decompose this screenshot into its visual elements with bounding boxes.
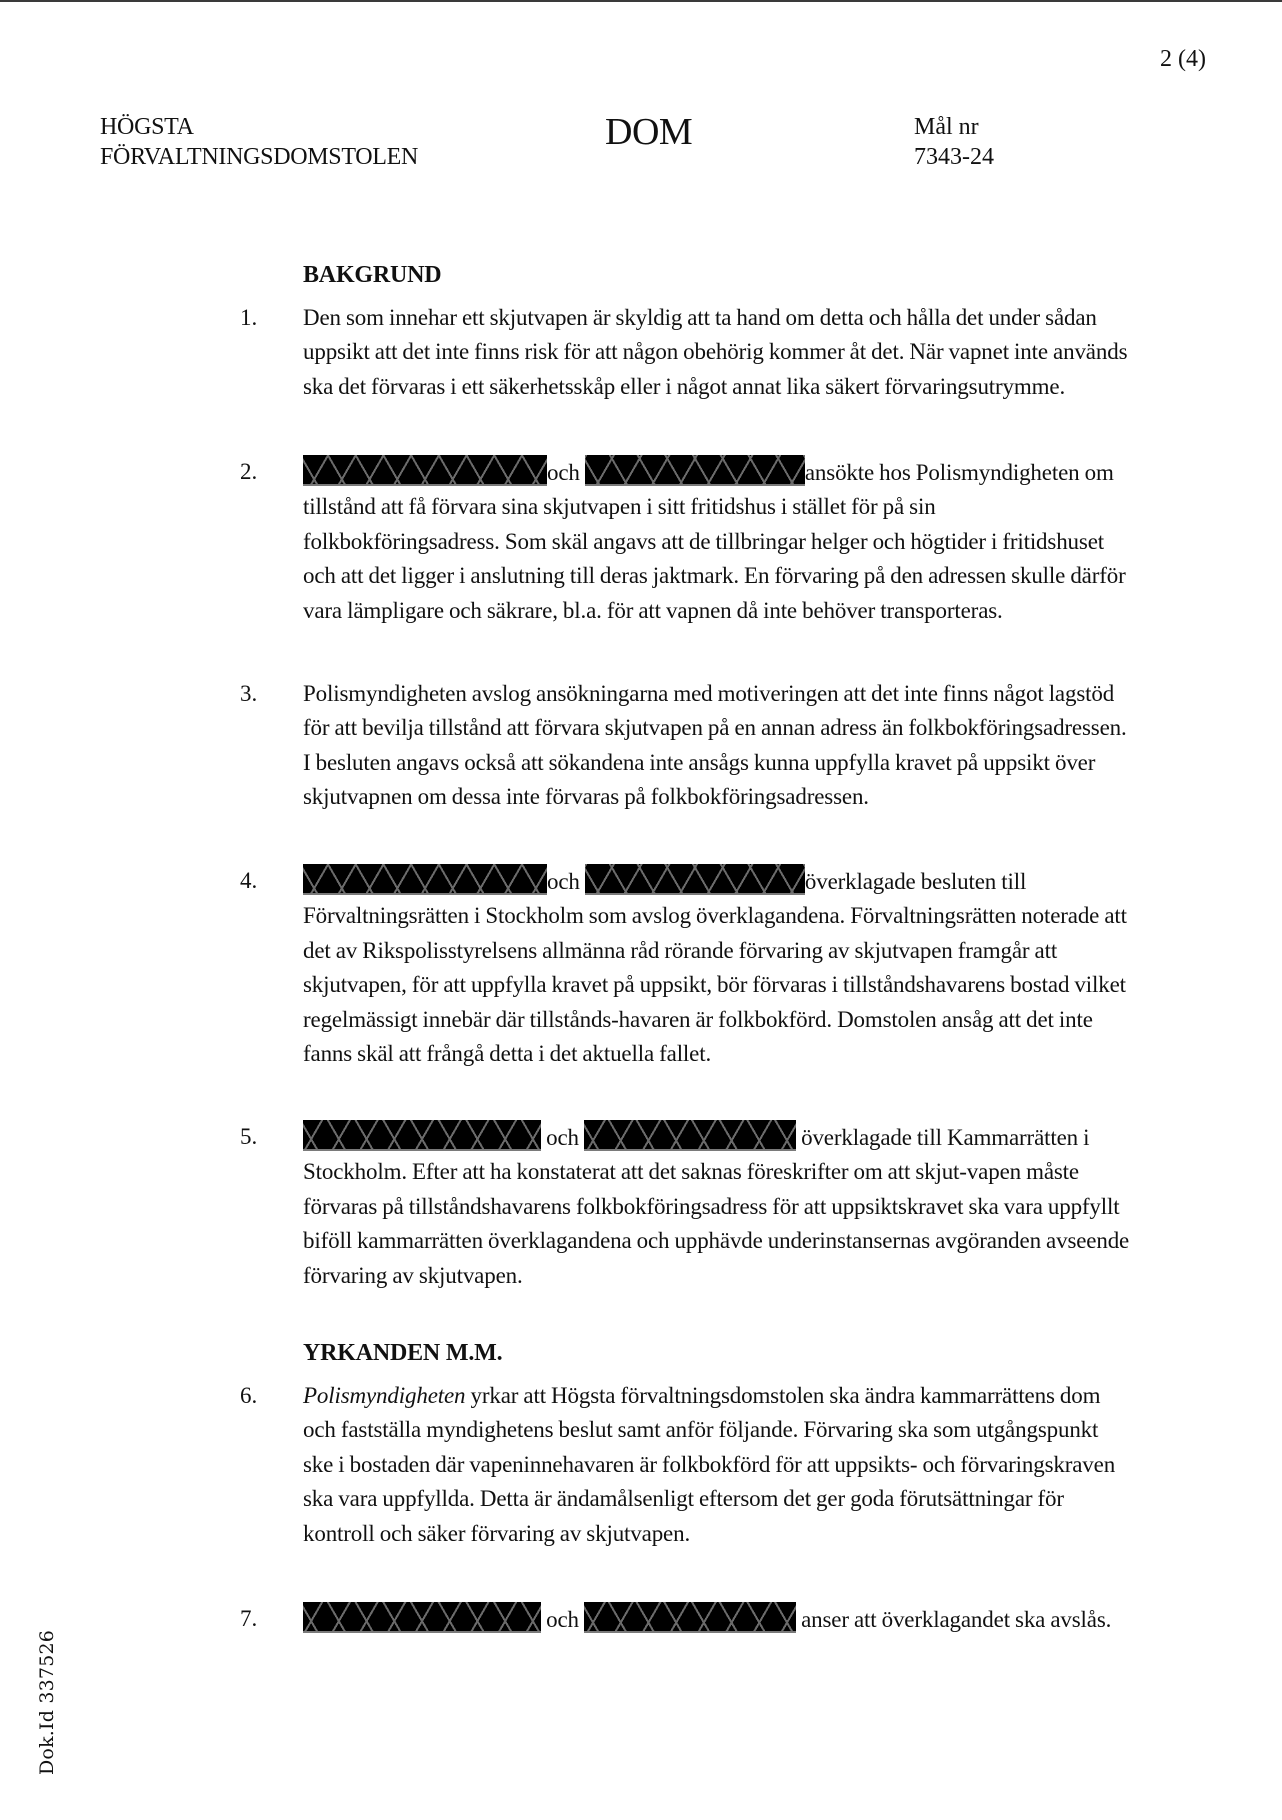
paragraph-number: 1. [240,305,258,330]
paragraph-4 [240,864,1130,1071]
paragraph-body [303,1379,1130,1551]
paragraph-number: 5. [240,1124,258,1149]
paragraph-1 [240,301,1130,404]
court-name-line1: HÖGSTA [100,114,194,140]
paragraph-text: Den som innehar ett skjutvapen är skyldig att ta hand om detta och hålla det under sådan uppsikt att det inte finns risk för att någon obehörig kommer åt det. När vapnet inte används ska det förvaras i ett säkerhetsskåp eller i något annat lika säkert förvaringsutrymme. [303,305,1128,399]
paragraph-body [303,1602,1130,1637]
paragraph-6 [240,1379,1130,1551]
paragraph-text: överklagade besluten till Förvaltningsrätten i Stockholm som avslog överklagandena. Förvaltningsrätten noterade att det av Rikspolisstyrelsens allmänna råd rörande förvaring av skjutvapen framgår att skjutvapen, för att uppfylla kravet på uppsikt, bör förvaras i tillståndshavarens bostad vilket regelmässigt innebär där tillstånds-havaren är folkbokförd. Domstolen ansåg att det inte fanns skäl att frångå detta i det aktuella fallet. [303,869,1127,1067]
conjunction: och [547,869,580,894]
court-name-line2: FÖRVALTNINGSDOMSTOLEN [100,144,419,170]
document-type: DOM [605,111,693,153]
paragraph-number: 2. [240,459,258,484]
redacted-name [584,1602,796,1633]
conjunction: och [547,460,580,485]
paragraph-body [303,864,1130,1071]
case-number: 7343-24 [914,144,994,170]
paragraph-body [303,455,1130,628]
paragraph-number: 6. [240,1383,258,1408]
conjunction: och [546,1607,579,1632]
party-name: Polismyndigheten [303,1383,466,1408]
paragraph-number: 3. [240,681,258,706]
paragraph-body [303,1120,1130,1293]
case-info [914,112,994,172]
paragraph-2 [240,455,1130,628]
paragraph-text: yrkar att Högsta förvaltningsdomstolen ska ändra kammarrättens dom och fastställa myndighetens beslut samt anför följande. Förvaring ska som utgångspunkt ske i bostaden där vapeninnehavaren är folkbokförd för att uppsikts- och förvaringskraven ska vara uppfyllda. Detta är ändamålsenligt eftersom det ger goda förutsättningar för kontroll och säker förvaring av skjutvapen. [303,1383,1116,1546]
section-heading-yrkanden: YRKANDEN M.M. [303,1340,503,1366]
redacted-name [585,455,805,486]
redacted-name [303,864,547,895]
paragraph-text: ansökte hos Polismyndigheten om tillstånd att få förvara sina skjutvapen i sitt fritidshus i stället för på sin folkbokföringsadress. Som skäl angavs att de tillbringar helger och högtider i fritidshuset och att det ligger i anslutning till deras jaktmark. En förvaring på den adressen skulle därför vara lämpligare och säkrare, bl.a. för att vapnen då inte behöver transporteras. [303,460,1126,623]
court-name [100,112,418,172]
redacted-name [303,1602,541,1633]
conjunction: och [546,1125,579,1150]
page-number: 2 (4) [1160,46,1206,72]
paragraph-3 [240,677,1130,815]
paragraph-text: anser att överklagandet ska avslås. [801,1607,1112,1632]
case-number-label: Mål nr [914,114,979,140]
document-id: Dok.Id 337526 [36,1629,58,1775]
paragraph-number: 4. [240,868,258,893]
redacted-name [584,1120,796,1151]
redacted-name [303,455,547,486]
section-heading-bakgrund: BAKGRUND [303,262,442,288]
paragraph-text: överklagade till Kammarrätten i Stockholm. Efter att ha konstaterat att det saknas föreskrifter om att skjut-vapen måste förvaras på tillståndshavarens folkbokföringsadress för att uppsiktskravet ska vara uppfyllt biföll kammarrätten överklagandena och upphävde underinstansernas avgöranden avseende förvaring av skjutvapen. [303,1125,1130,1288]
paragraph-7 [240,1602,1130,1637]
paragraph-text: Polismyndigheten avslog ansökningarna med motiveringen att det inte finns något lagstöd för att bevilja tillstånd att förvara skjutvapen på en annan adress än folkbokföringsadressen. I besluten angavs också att sökandena inte ansågs kunna uppfylla kravet på uppsikt över skjutvapnen om dessa inte förvaras på folkbokföringsadressen. [303,681,1127,810]
top-border [0,0,1282,2]
paragraph-5 [240,1120,1130,1293]
redacted-name [303,1120,541,1151]
paragraph-number: 7. [240,1606,258,1631]
redacted-name [585,864,805,895]
